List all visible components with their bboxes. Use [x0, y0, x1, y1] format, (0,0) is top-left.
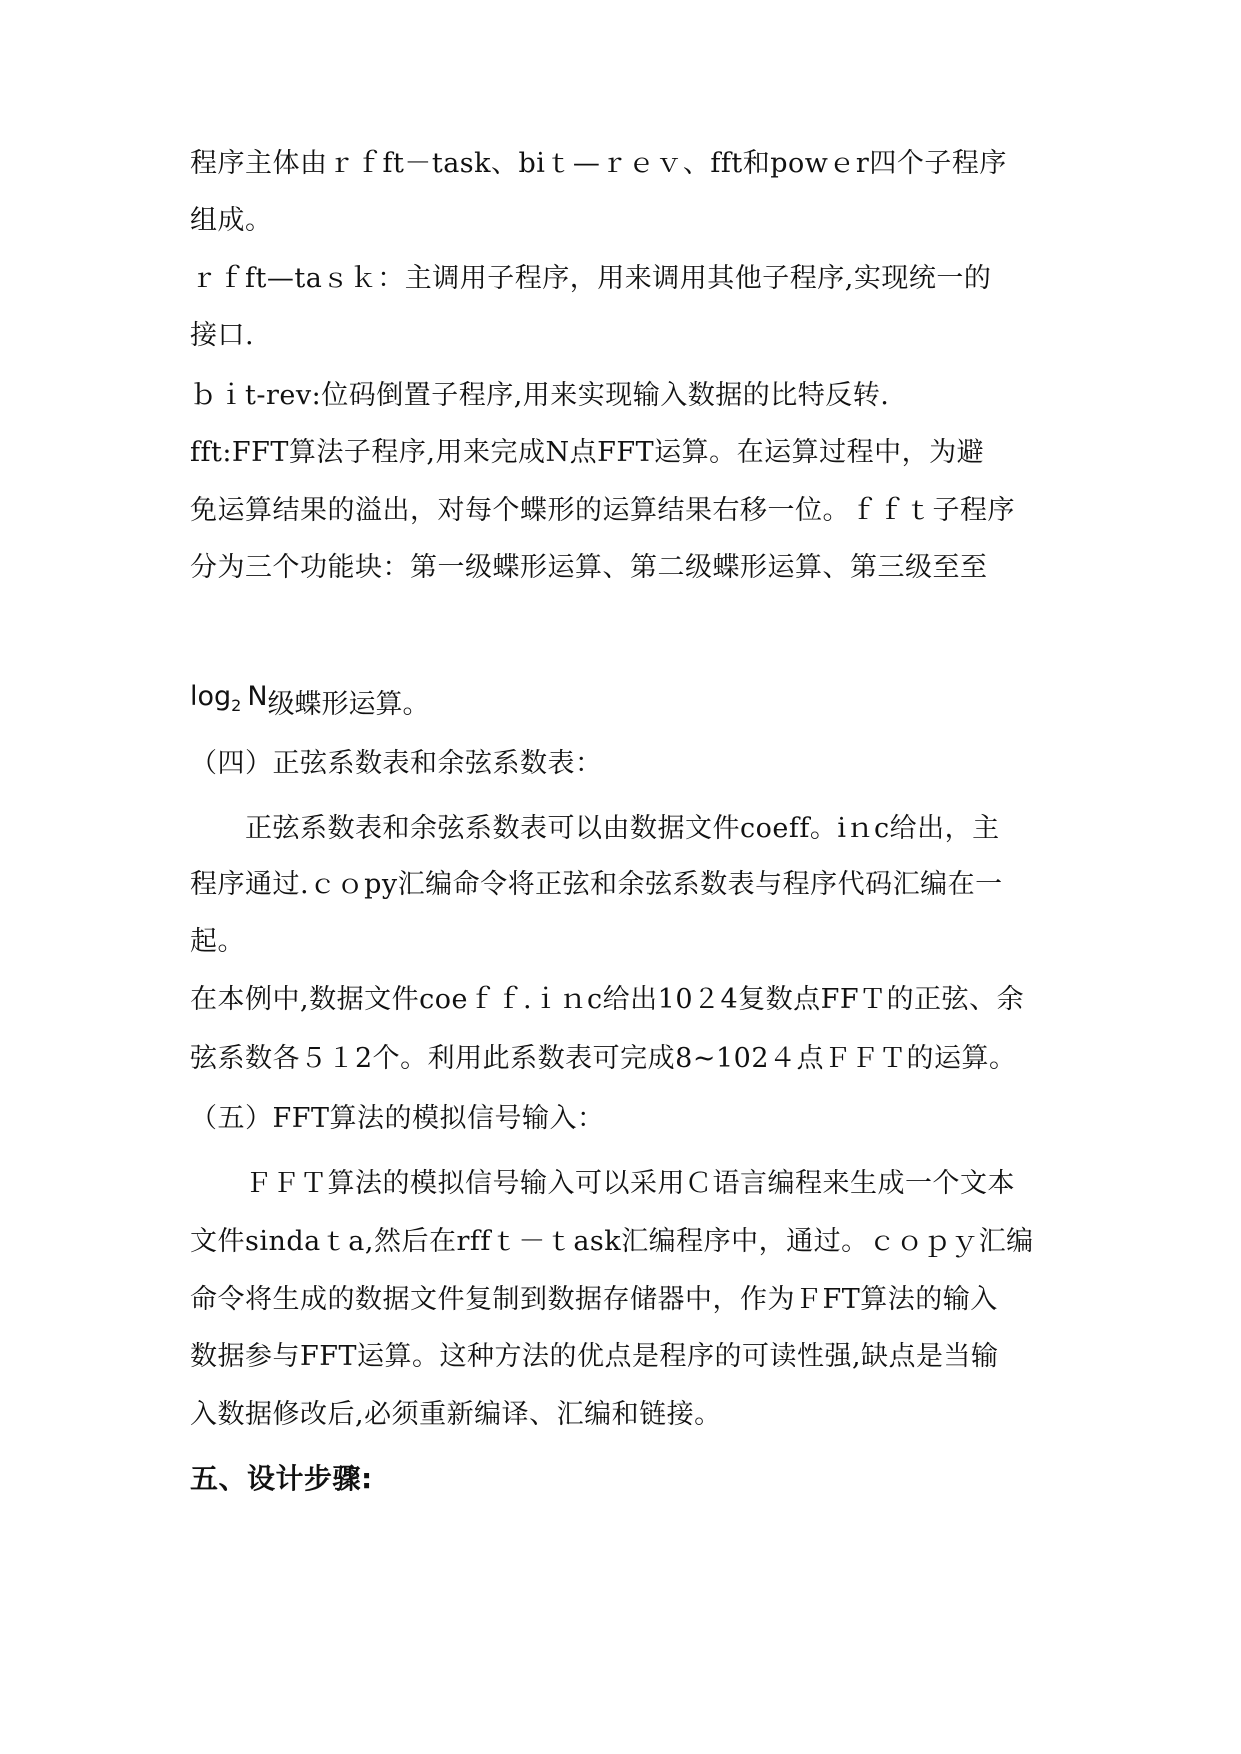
paragraph-line: 接口.	[190, 320, 255, 351]
paragraph-line: 组成。	[190, 205, 273, 236]
section-title-5: （五）FFT算法的模拟信号输入：	[190, 1103, 605, 1134]
paragraph-line: 文件sindaｔa,然后在rffｔ－ｔask汇编程序中，通过。ｃｏｐｙ汇编	[190, 1226, 1034, 1257]
paragraph-line: 命令将生成的数据文件复制到数据存储器中，作为ＦFT算法的输入	[190, 1284, 998, 1315]
log-variable: N	[247, 681, 268, 712]
log-formula-line	[190, 679, 430, 718]
paragraph-line: 弦系数各５１2个。利用此系数表可完成8~102４点ＦＦＴ的运算。	[190, 1043, 1017, 1074]
paragraph-line: fft:FFT算法子程序,用来完成N点FFT运算。在运算过程中，为避	[190, 437, 985, 468]
paragraph-line: 数据参与FFT运算。这种方法的优点是程序的可读性强,缺点是当输	[190, 1341, 999, 1372]
paragraph-line: ｂｉt-rev:位码倒置子程序,用来实现输入数据的比特反转.	[190, 380, 890, 411]
paragraph-line: 程序通过.ｃｏpy汇编命令将正弦和余弦系数表与程序代码汇编在一	[190, 869, 1003, 900]
paragraph-line: 正弦系数表和余弦系数表可以由数据文件coeff。iｎc给出，主	[245, 813, 1000, 844]
section-title-4: （四）正弦系数表和余弦系数表：	[190, 748, 603, 779]
paragraph-line: 分为三个功能块：第一级蝶形运算、第二级蝶形运算、第三级至至	[190, 552, 988, 583]
paragraph-line: 程序主体由ｒｆft－task、biｔ—ｒｅｖ、fft和powｅr四个子程序	[190, 148, 1007, 179]
paragraph-line: 起。	[190, 926, 245, 957]
log-base: 2	[231, 696, 242, 715]
section-heading-five: 五、设计步骤:	[190, 1462, 373, 1495]
paragraph-line: 入数据修改后,必须重新编译、汇编和链接。	[190, 1399, 722, 1430]
paragraph-line: 在本例中,数据文件coeｆｆ.ｉｎc给出10２4复数点FFＴ的正弦、余	[190, 984, 1025, 1015]
paragraph-line: ＦＦＴ算法的模拟信号输入可以采用Ｃ语言编程来生成一个文本	[245, 1168, 1015, 1199]
paragraph-line: 免运算结果的溢出，对每个蝶形的运算结果右移一位。ｆｆｔ子程序	[190, 495, 1015, 526]
log-text: log	[190, 681, 232, 712]
paragraph-line: ｒｆft—taｓｋ：主调用子程序，用来调用其他子程序,实现统一的	[190, 263, 992, 294]
log-tail-text: 级蝶形运算。	[267, 689, 430, 720]
